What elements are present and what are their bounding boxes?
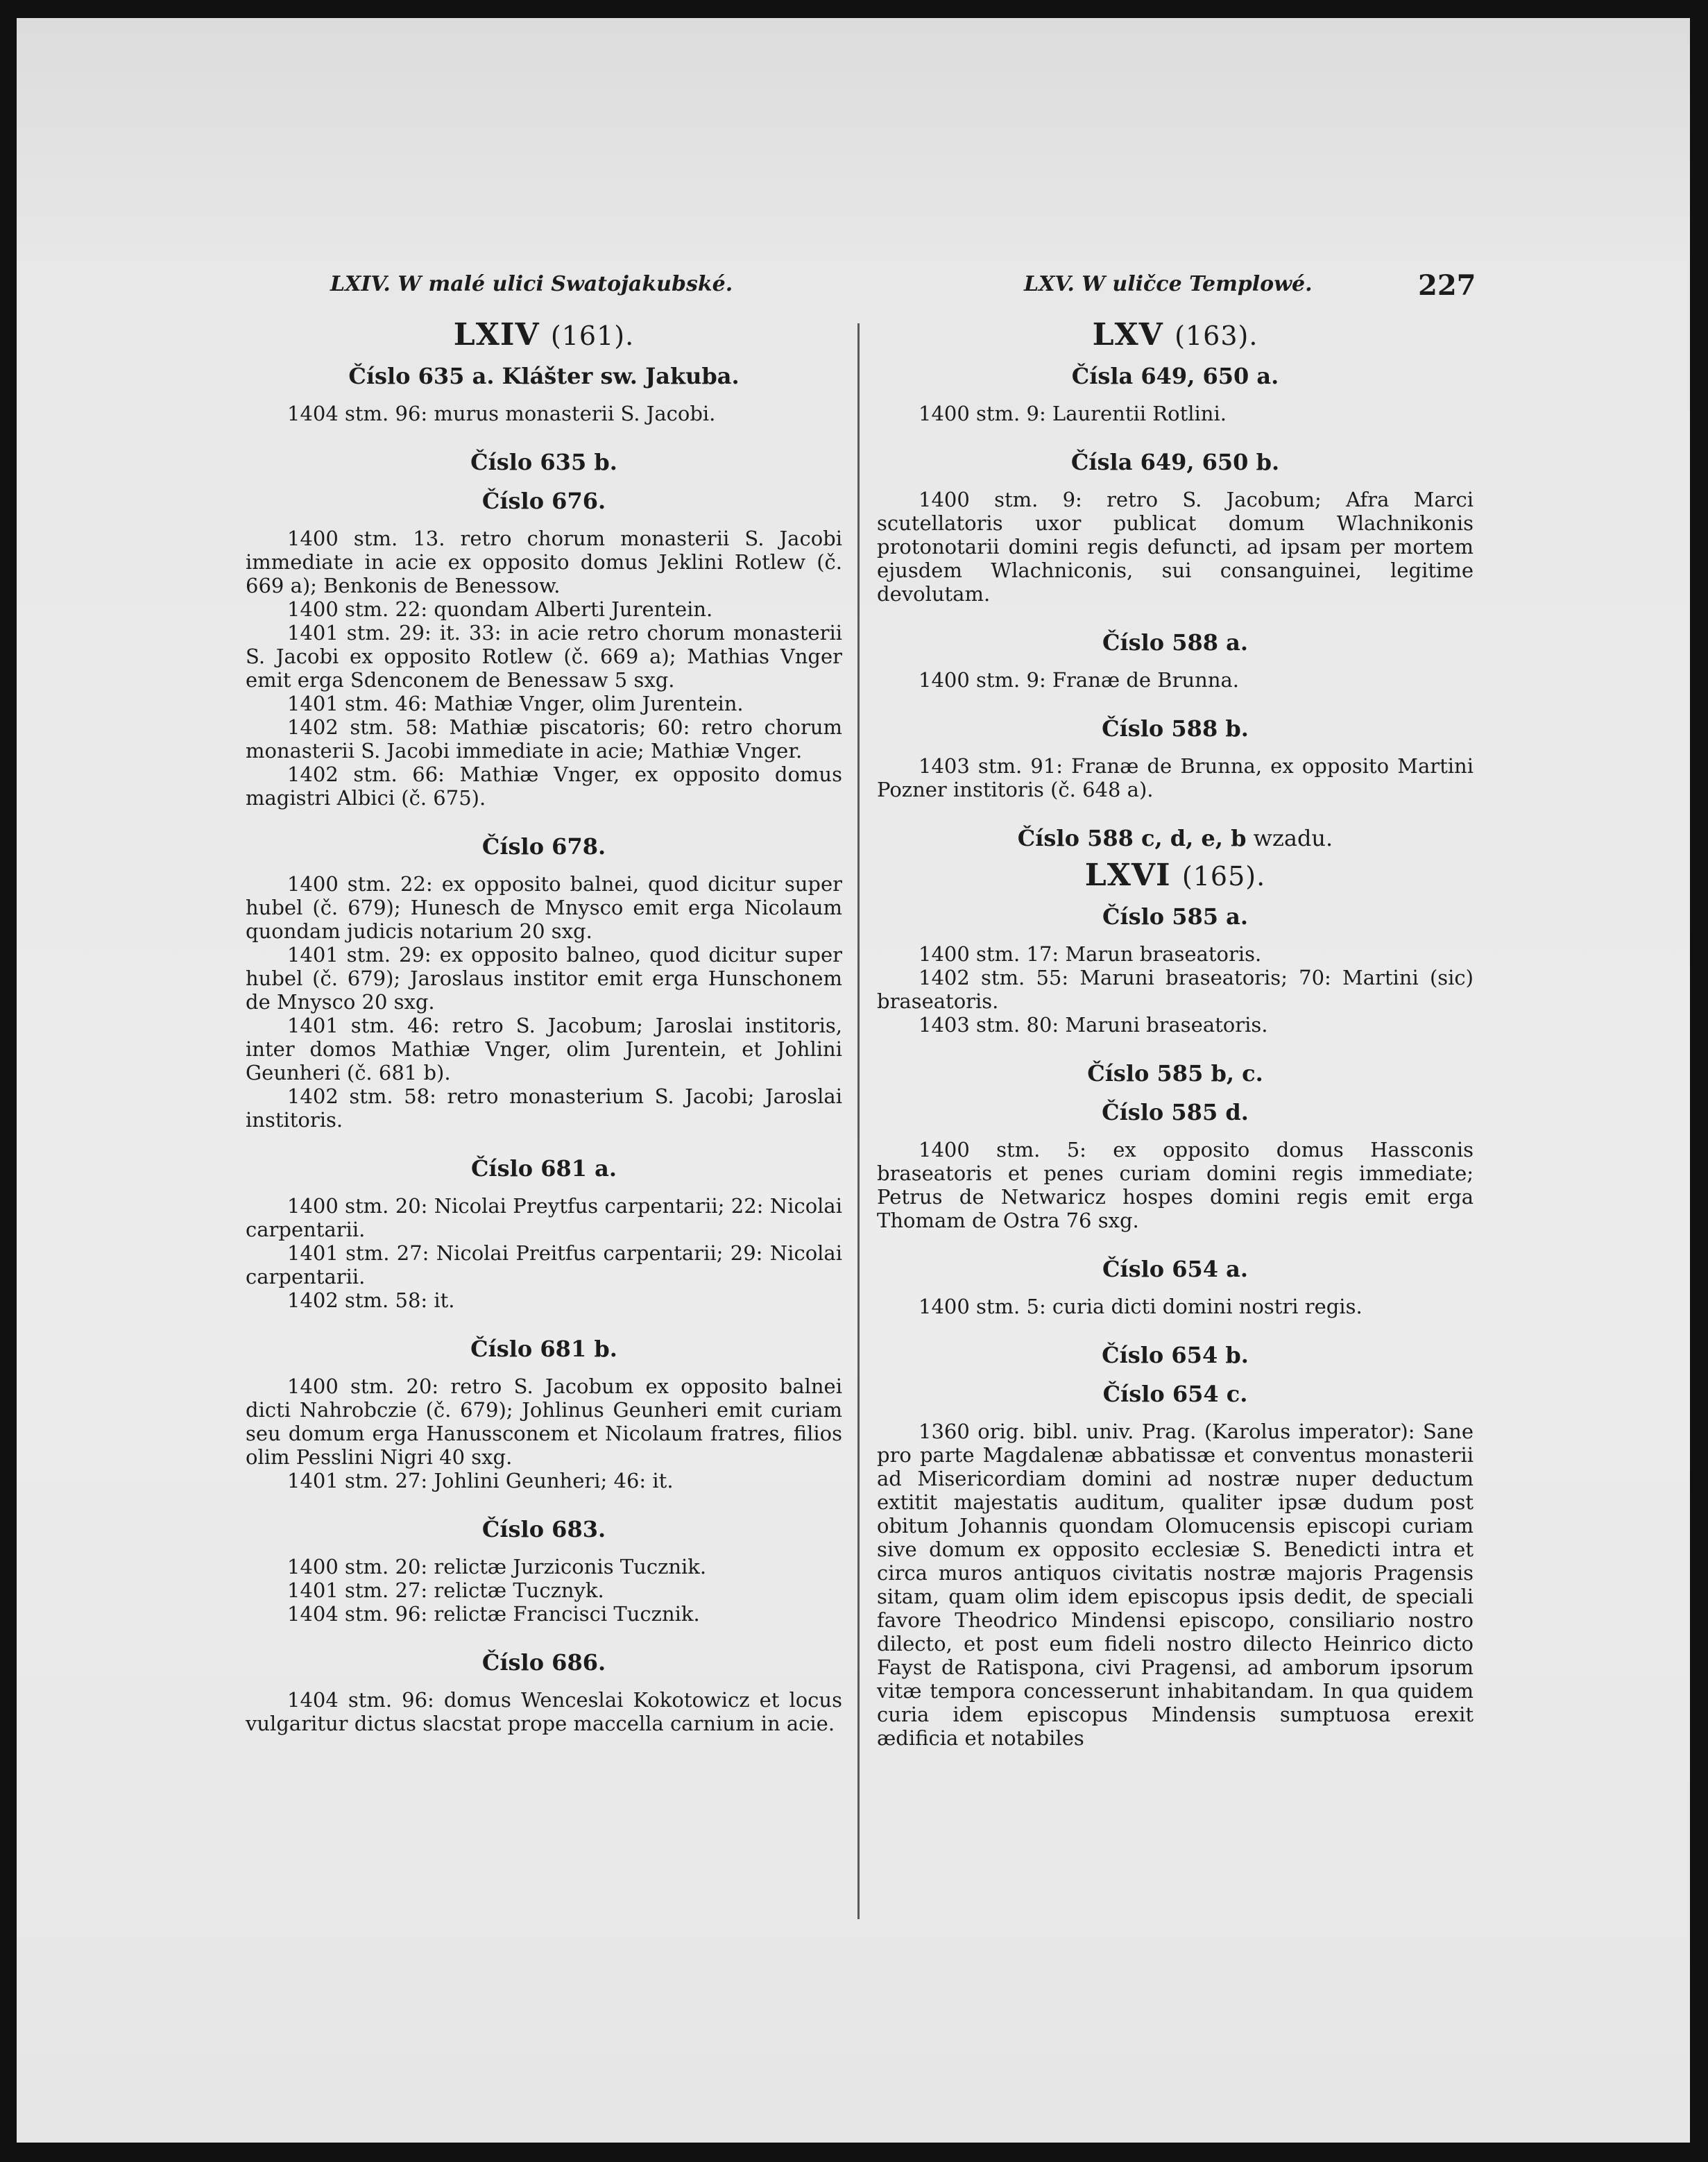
record-entry: 1402 stm. 58: it.	[287, 1288, 455, 1312]
record-entry: 1400 stm. 17: Marun braseatoris.	[919, 942, 1262, 966]
record-entry: 1404 stm. 96: murus monasterii S. Jacobi.	[287, 402, 716, 425]
entry-heading	[877, 905, 1474, 928]
entry-heading	[246, 364, 842, 388]
entry-heading	[246, 489, 842, 513]
section-roman: LXIV	[453, 317, 540, 352]
record-entry: 1401 stm. 46: retro S. Jacobum; Jaroslai institoris, inter domos Mathiæ Vnger, olim Jurentein, et Johlini Geunheri (č. 681 b).	[246, 1014, 842, 1084]
heading-text: Číslo 654 b.	[1102, 1342, 1249, 1368]
running-header-left: LXIV. W malé ulici Swatojakubské.	[330, 272, 733, 296]
record-entry: 1400 stm. 9: retro S. Jacobum; Afra Marci scutellatoris uxor publicat domum Wlachnikonis protonotarii domini regis defuncti, ad ipsam per mortem ejusdem Wlachniconis, sui consanguinei, legitime devolutam.	[877, 488, 1474, 606]
record-entry: 1400 stm. 9: Laurentii Rotlini.	[919, 402, 1227, 425]
spacer	[246, 1132, 842, 1141]
heading-text: Číslo 676.	[481, 488, 606, 514]
spacer	[877, 425, 1474, 435]
heading-text: Číslo 681 b.	[470, 1336, 617, 1362]
page-number: 227	[1418, 269, 1476, 302]
entry-heading	[877, 631, 1474, 654]
heading-text: Číslo 588 b.	[1102, 715, 1249, 742]
heading-text: Číslo 686.	[481, 1649, 606, 1676]
record-entry: 1402 stm. 66: Mathiæ Vnger, ex opposito domus magistri Albici (č. 675).	[246, 763, 842, 810]
record-entry: 1400 stm. 20: Nicolai Preytfus carpentarii; 22: Nicolai carpentarii.	[246, 1194, 842, 1241]
spacer	[246, 425, 842, 435]
heading-text: Číslo 654 c.	[1102, 1381, 1248, 1407]
heading-text: Číslo 683.	[481, 1516, 606, 1542]
record-entry: 1400 stm. 22: ex opposito balnei, quod dicitur super hubel (č. 679); Hunesch de Mnysco emit erga Nicolaum quondam judicis notarium 20 sxg.	[246, 872, 842, 943]
entry-heading	[877, 826, 1474, 850]
spacer	[246, 1626, 842, 1635]
spacer	[246, 1735, 842, 1745]
record-entry: 1401 stm. 27: relictæ Tucznyk.	[287, 1578, 604, 1602]
section-title-lxv	[877, 317, 1474, 352]
section-title-lxiv	[246, 317, 842, 352]
heading-text: Číslo 585 d.	[1102, 1099, 1249, 1125]
record-entry: 1360 orig. bibl. univ. Prag. (Karolus imperator): Sane pro parte Magdalenæ abbatissæ et conventus monasterii ad Misericordiam domini ad nostræ nuper deductum extitit majestatis auditum, qualiter ipsæ dudum post obitum Johannis quondam Olomucensis episcopi curiam sive domum ex opposito ecclesiæ S. Benedicti intra et circa muros antiquos civitatis nostræ majoris Pragensis sitam, quam olim idem episcopus ipsis dedit, de speciali favore Theodrico Mindensi episcopo, consiliario nostro dilecto, et post eum fideli nostro dilecto Heinrico dicto Fayst de Ratispona, civi Pragensi, ad amborum ipsorum vitæ tempora concesserunt inhabitandam. In qua quidem curia idem episcopus Mindensis sumptuosa erexit ædificia et notabiles	[877, 1420, 1474, 1750]
record-entry: 1401 stm. 29: ex opposito balneo, quod dicitur super hubel (č. 679); Jaroslaus institor emit erga Hunschonem de Mnysco 20 sxg.	[246, 943, 842, 1014]
heading-tail: wzadu.	[1246, 825, 1333, 851]
column-divider	[857, 323, 860, 1919]
section-roman: LXVI	[1084, 858, 1171, 893]
entry-heading	[246, 1651, 842, 1674]
spacer	[246, 1492, 842, 1502]
record-entry: 1401 stm. 27: Johlini Geunheri; 46: it.	[287, 1469, 674, 1492]
record-entry: 1400 stm. 5: curia dicti domini nostri regis.	[919, 1295, 1363, 1318]
entry-heading	[877, 1343, 1474, 1367]
record-entry: 1404 stm. 96: relictæ Francisci Tucznik.	[287, 1602, 700, 1626]
heading-text: Číslo 635 b.	[470, 449, 617, 475]
record-entry: 1401 stm. 29: it. 33: in acie retro chorum monasterii S. Jacobi ex opposito Rotlew (č. 669 a); Mathias Vnger emit erga Sdenconem de Benessaw 5 sxg.	[246, 621, 842, 692]
record-entry: 1402 stm. 58: Mathiæ piscatoris; 60: retro chorum monasterii S. Jacobi immediate in acie; Mathiæ Vnger.	[246, 715, 842, 763]
right-blocks-2	[877, 905, 1474, 1760]
heading-text: Číslo 588 a.	[1102, 629, 1249, 656]
running-header-right: LXV. W uličce Templowé.	[1024, 272, 1313, 296]
record-entry: 1401 stm. 46: Mathiæ Vnger, olim Jurentein.	[287, 692, 744, 715]
heading-text: Číslo 654 a.	[1102, 1256, 1249, 1282]
record-entry: 1400 stm. 13. retro chorum monasterii S. Jacobi immediate in acie ex opposito domus Jeklini Rotlew (č. 669 a); Benkonis de Benessow.	[246, 527, 842, 597]
heading-text: Číslo 585 b, c.	[1087, 1060, 1263, 1087]
entry-heading	[877, 717, 1474, 740]
left-blocks	[246, 364, 842, 1745]
entry-heading	[246, 450, 842, 474]
record-entry: 1400 stm. 5: ex opposito domus Hassconis braseatoris et penes curiam domini regis immediate; Petrus de Netwaricz hospes domini regis emit erga Thomam de Ostra 76 sxg.	[877, 1138, 1474, 1232]
record-entry: 1401 stm. 27: Nicolai Preitfus carpentarii; 29: Nicolai carpentarii.	[246, 1241, 842, 1288]
record-entry: 1404 stm. 96: domus Wenceslai Kokotowicz et locus vulgaritur dictus slacstat prope maccella carnium in acie.	[246, 1688, 842, 1735]
entry-heading	[877, 1100, 1474, 1124]
running-header	[17, 247, 1690, 303]
document-page	[17, 18, 1690, 2143]
spacer	[877, 692, 1474, 701]
entry-heading	[246, 1157, 842, 1180]
spacer	[877, 801, 1474, 811]
spacer	[246, 810, 842, 819]
record-entry: 1402 stm. 55: Maruni braseatoris; 70: Martini (sic) braseatoris.	[877, 966, 1474, 1013]
entry-heading	[877, 364, 1474, 388]
heading-text: Číslo 681 a.	[470, 1155, 617, 1182]
spacer	[877, 1318, 1474, 1328]
section-number: (161).	[550, 321, 635, 351]
record-entry: 1400 stm. 22: quondam Alberti Jurentein.	[287, 597, 713, 621]
right-blocks	[877, 364, 1474, 850]
entry-heading	[246, 1337, 842, 1361]
spacer	[877, 1037, 1474, 1046]
record-entry: 1403 stm. 80: Maruni braseatoris.	[919, 1013, 1268, 1037]
heading-text: Čísla 649, 650 a.	[1071, 363, 1279, 389]
entry-heading	[246, 1517, 842, 1541]
record-entry: 1400 stm. 9: Franæ de Brunna.	[919, 668, 1240, 692]
heading-text: Číslo 678.	[481, 833, 606, 860]
spacer	[877, 1750, 1474, 1760]
record-entry: 1402 stm. 58: retro monasterium S. Jacobi; Jaroslai institoris.	[246, 1084, 842, 1132]
entry-heading	[877, 1257, 1474, 1281]
entry-heading	[877, 1382, 1474, 1406]
left-column	[246, 309, 842, 1745]
right-column	[877, 309, 1474, 1760]
spacer	[877, 606, 1474, 615]
section-number: (163).	[1175, 321, 1258, 351]
heading-text: Číslo 588 c, d, e, b	[1017, 825, 1247, 851]
heading-text: Čísla 649, 650 b.	[1070, 449, 1280, 475]
spacer	[877, 1232, 1474, 1242]
heading-text: Číslo 635 a. Klášter sw. Jakuba.	[348, 363, 740, 389]
entry-heading	[246, 835, 842, 858]
entry-heading	[877, 450, 1474, 474]
section-roman: LXV	[1092, 317, 1163, 352]
record-entry: 1400 stm. 20: relictæ Jurziconis Tucznik.	[287, 1555, 707, 1578]
entry-heading	[877, 1062, 1474, 1085]
record-entry: 1400 stm. 20: retro S. Jacobum ex opposito balnei dicti Nahrobczie (č. 679); Johlinus Geunheri emit curiam seu domum erga Hanussconem et Nicolaum fratres, filios olim Pesslini Nigri 40 sxg.	[246, 1374, 842, 1469]
section-title-lxvi	[877, 858, 1474, 893]
heading-text: Číslo 585 a.	[1102, 903, 1249, 930]
record-entry: 1403 stm. 91: Franæ de Brunna, ex opposito Martini Pozner institoris (č. 648 a).	[877, 754, 1474, 801]
spacer	[246, 1312, 842, 1322]
section-number: (165).	[1181, 861, 1266, 892]
